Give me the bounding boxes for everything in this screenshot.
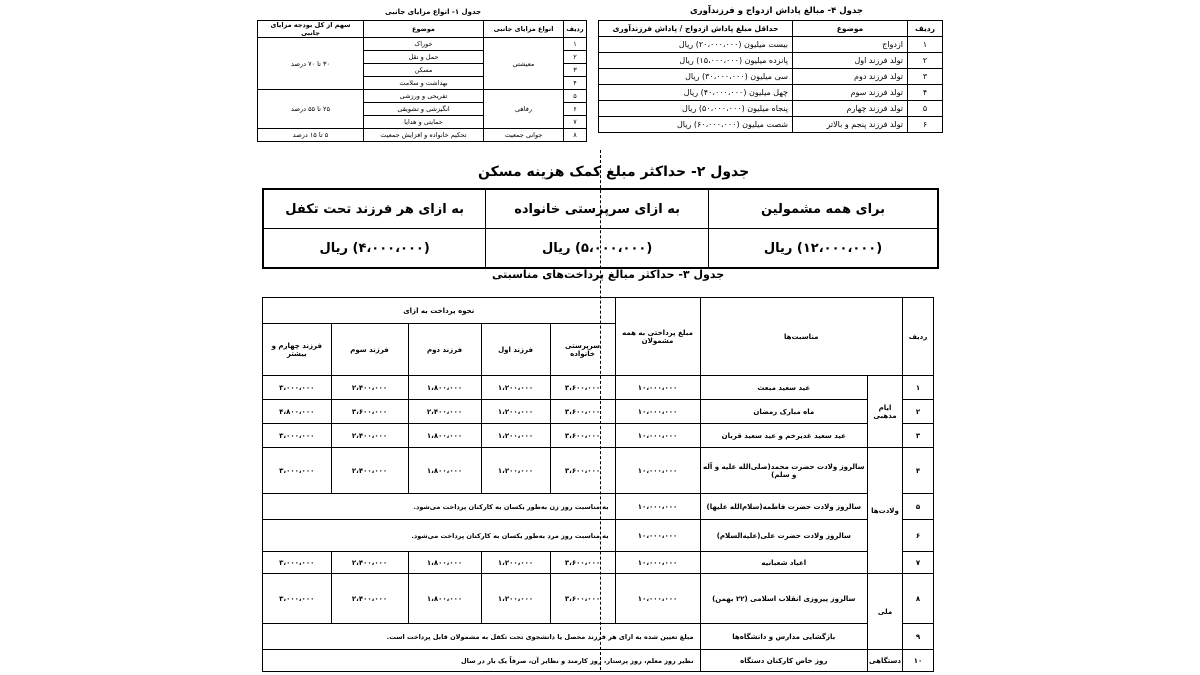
table3-header: مبلغ پرداختی به همه مشمولان [615,298,700,376]
amount-child4: ۳،۰۰۰،۰۰۰ [263,552,332,574]
reward-subject: تولد فرزند پنجم و بالاتر [793,117,908,133]
occasion-group: دستگاهی [868,650,903,672]
row-number: ۳ [903,424,934,448]
amount-child1: ۱،۲۰۰،۰۰۰ [481,552,550,574]
row-number: ۳ [908,69,943,85]
amount-all: ۱۰،۰۰۰،۰۰۰ [615,574,700,624]
table1-header: موضوع [364,21,484,38]
housing-value: (۱۲،۰۰۰،۰۰۰) ریال [709,229,939,269]
table1-header: انواع مزایای جانبی [484,21,564,38]
benefit-subject: تحکیم خانواده و افزایش جمعیت [364,129,484,142]
table3-header: ردیف [903,298,934,376]
amount-child3: ۲،۴۰۰،۰۰۰ [331,552,408,574]
amount-all: ۱۰،۰۰۰،۰۰۰ [615,520,700,552]
budget-share: ۳۰ تا ۷۰ درصد [258,38,364,90]
amount-child1: ۱،۲۰۰،۰۰۰ [481,376,550,400]
amount-all: ۱۰،۰۰۰،۰۰۰ [615,552,700,574]
row-number: ۶ [564,103,587,116]
amount-child2: ۱،۸۰۰،۰۰۰ [408,376,481,400]
occasion-name: اعیاد شعبانیه [700,552,868,574]
amount-child1: ۱،۲۰۰،۰۰۰ [481,574,550,624]
amount-child3: ۲،۴۰۰،۰۰۰ [331,574,408,624]
row-number: ۸ [564,129,587,142]
benefit-subject: حمایتی و هدایا [364,116,484,129]
amount-child4: ۳،۰۰۰،۰۰۰ [263,448,332,494]
row-number: ۷ [564,116,587,129]
amount-head: ۳،۶۰۰،۰۰۰ [550,400,615,424]
amount-child3: ۲،۴۰۰،۰۰۰ [331,424,408,448]
benefit-subject: تفریحی و ورزشی [364,90,484,103]
row-number: ۴ [908,85,943,101]
amount-head: ۳،۶۰۰،۰۰۰ [550,376,615,400]
occasion-name: عید سعید مبعث [700,376,868,400]
row-number: ۳ [564,64,587,77]
row-number: ۱۰ [903,650,934,672]
amount-all: ۱۰،۰۰۰،۰۰۰ [615,494,700,520]
table1-header: سهم از کل بودجه مزایای جانبی [258,21,364,38]
benefit-subject: حمل و نقل [364,51,484,64]
table3-header: مناسبت‌ها [700,298,902,376]
row-number: ۵ [903,494,934,520]
reward-subject: ازدواج [793,37,908,53]
table2-title: جدول ۲- حداکثر مبلغ کمک هزینه مسکن [478,164,750,180]
amount-head: ۳،۶۰۰،۰۰۰ [550,574,615,624]
benefit-subject: مسکن [364,64,484,77]
reward-subject: تولد فرزند اول [793,53,908,69]
table3-header: فرزند چهارم و بیشتر [263,324,332,376]
reward-amount: بیست میلیون (۲۰،۰۰۰،۰۰۰) ریال [599,37,793,53]
occasion-name: عید سعید غدیرخم و عید سعید قربان [700,424,868,448]
table1-benefit-types [257,20,587,142]
amount-head: ۳،۶۰۰،۰۰۰ [550,424,615,448]
table3-header: نحوه پرداخت به ازای [263,298,616,324]
occasion-group: ملی [868,574,903,650]
row-number: ۶ [903,520,934,552]
table2-header: برای همه مشمولین [709,189,939,229]
table3-title: جدول ۳- حداکثر مبالغ پرداخت‌های مناسبتی [492,268,725,281]
table1-title: جدول ۱- انواع مزایای جانبی [385,8,482,16]
amount-head: ۳،۶۰۰،۰۰۰ [550,448,615,494]
row-number: ۱ [564,38,587,51]
payment-note: به مناسبت روز مرد به‌طور یکسان به کارکنان پرداخت می‌شود. [263,520,616,552]
payment-note: به مناسبت روز زن به‌طور یکسان به کارکنان پرداخت می‌شود. [263,494,616,520]
amount-child1: ۱،۲۰۰،۰۰۰ [481,448,550,494]
benefit-type: جوانی جمعیت [484,129,564,142]
amount-child2: ۱،۸۰۰،۰۰۰ [408,552,481,574]
housing-value: (۵،۰۰۰،۰۰۰) ریال [486,229,709,269]
row-number: ۶ [908,117,943,133]
table3-header: سرپرستی خانواده [550,324,615,376]
reward-amount: شصت میلیون (۶۰،۰۰۰،۰۰۰) ریال [599,117,793,133]
row-number: ۴ [564,77,587,90]
reward-subject: تولد فرزند سوم [793,85,908,101]
amount-child3: ۲،۴۰۰،۰۰۰ [331,376,408,400]
reward-amount: سی میلیون (۳۰،۰۰۰،۰۰۰) ریال [599,69,793,85]
amount-child3: ۲،۴۰۰،۰۰۰ [331,448,408,494]
amount-all: ۱۰،۰۰۰،۰۰۰ [615,424,700,448]
amount-child2: ۱،۸۰۰،۰۰۰ [408,424,481,448]
row-number: ۱ [908,37,943,53]
occasion-name: سالروز پیروزی انقلاب اسلامی (۲۲ بهمن) [700,574,868,624]
amount-all: ۱۰،۰۰۰،۰۰۰ [615,448,700,494]
benefit-type: معیشتی [484,38,564,90]
amount-child1: ۱،۲۰۰،۰۰۰ [481,424,550,448]
payment-note: مبلغ تعیین شده به ازای هر فرزند محصل یا دانشجوی تحت تکفل به مشمولان قابل پرداخت است. [263,624,701,650]
table3-header: فرزند اول [481,324,550,376]
budget-share: ۵ تا ۱۵ درصد [258,129,364,142]
amount-child2: ۱،۸۰۰،۰۰۰ [408,448,481,494]
reward-amount: پنجاه میلیون (۵۰،۰۰۰،۰۰۰) ریال [599,101,793,117]
amount-child2: ۱،۸۰۰،۰۰۰ [408,574,481,624]
amount-child1: ۱،۲۰۰،۰۰۰ [481,400,550,424]
occasion-name: سالروز ولادت حضرت محمد(صلی‌الله علیه و آله و سلم) [700,448,868,494]
occasion-name: سالروز ولادت حضرت علی(علیه‌السلام) [700,520,868,552]
reward-subject: تولد فرزند چهارم [793,101,908,117]
reward-amount: چهل میلیون (۴۰،۰۰۰،۰۰۰) ریال [599,85,793,101]
amount-child2: ۲،۴۰۰،۰۰۰ [408,400,481,424]
reward-subject: تولد فرزند دوم [793,69,908,85]
amount-child4: ۳،۰۰۰،۰۰۰ [263,424,332,448]
row-number: ۹ [903,624,934,650]
occasion-name: سالروز ولادت حضرت فاطمه(سلام‌الله علیها) [700,494,868,520]
row-number: ۸ [903,574,934,624]
row-number: ۵ [908,101,943,117]
occasion-name: بازگشایی مدارس و دانشگاه‌ها [700,624,868,650]
amount-all: ۱۰،۰۰۰،۰۰۰ [615,400,700,424]
occasion-group: ولادت‌ها [868,448,903,574]
amount-all: ۱۰،۰۰۰،۰۰۰ [615,376,700,400]
table1-header: ردیف [564,21,587,38]
table4-marriage-birth-rewards [598,20,943,133]
row-number: ۲ [564,51,587,64]
row-number: ۲ [903,400,934,424]
row-number: ۵ [564,90,587,103]
payment-note: نظیر روز معلم، روز پرستار، روز کارمند و نظایر آن، صرفاً یک بار در سال [263,650,701,672]
occasion-name: روز خاص کارکنان دستگاه [700,650,868,672]
amount-child4: ۳،۰۰۰،۰۰۰ [263,574,332,624]
table4-header: حداقل مبلغ پاداش ازدواج / پاداش فرزندآوری [599,21,793,37]
row-number: ۷ [903,552,934,574]
benefit-type: رفاهی [484,90,564,129]
table3-header: فرزند سوم [331,324,408,376]
benefit-subject: انگیزشی و تشویقی [364,103,484,116]
row-number: ۴ [903,448,934,494]
row-number: ۲ [908,53,943,69]
amount-head: ۳،۶۰۰،۰۰۰ [550,552,615,574]
budget-share: ۲۵ تا ۵۵ درصد [258,90,364,129]
table3-occasion-payments [262,297,934,672]
table2-header: به ازای سرپرستی خانواده [486,189,709,229]
table4-header: ردیف [908,21,943,37]
occasion-name: ماه مبارک رمضان [700,400,868,424]
table3-header: فرزند دوم [408,324,481,376]
occasion-group: ایام مذهبی [868,376,903,448]
table4-title: جدول ۴- مبالغ پاداش ازدواج و فرزندآوری [690,6,863,16]
housing-value: (۴،۰۰۰،۰۰۰) ریال [263,229,486,269]
fold-line [600,150,601,670]
benefit-subject: بهداشت و سلامت [364,77,484,90]
benefit-subject: خوراک [364,38,484,51]
amount-child4: ۴،۸۰۰،۰۰۰ [263,400,332,424]
table4-header: موضوع [793,21,908,37]
amount-child3: ۳،۶۰۰،۰۰۰ [331,400,408,424]
reward-amount: پانزده میلیون (۱۵،۰۰۰،۰۰۰) ریال [599,53,793,69]
amount-child4: ۳،۰۰۰،۰۰۰ [263,376,332,400]
table2-header: به ازای هر فرزند تحت تکفل [263,189,486,229]
row-number: ۱ [903,376,934,400]
